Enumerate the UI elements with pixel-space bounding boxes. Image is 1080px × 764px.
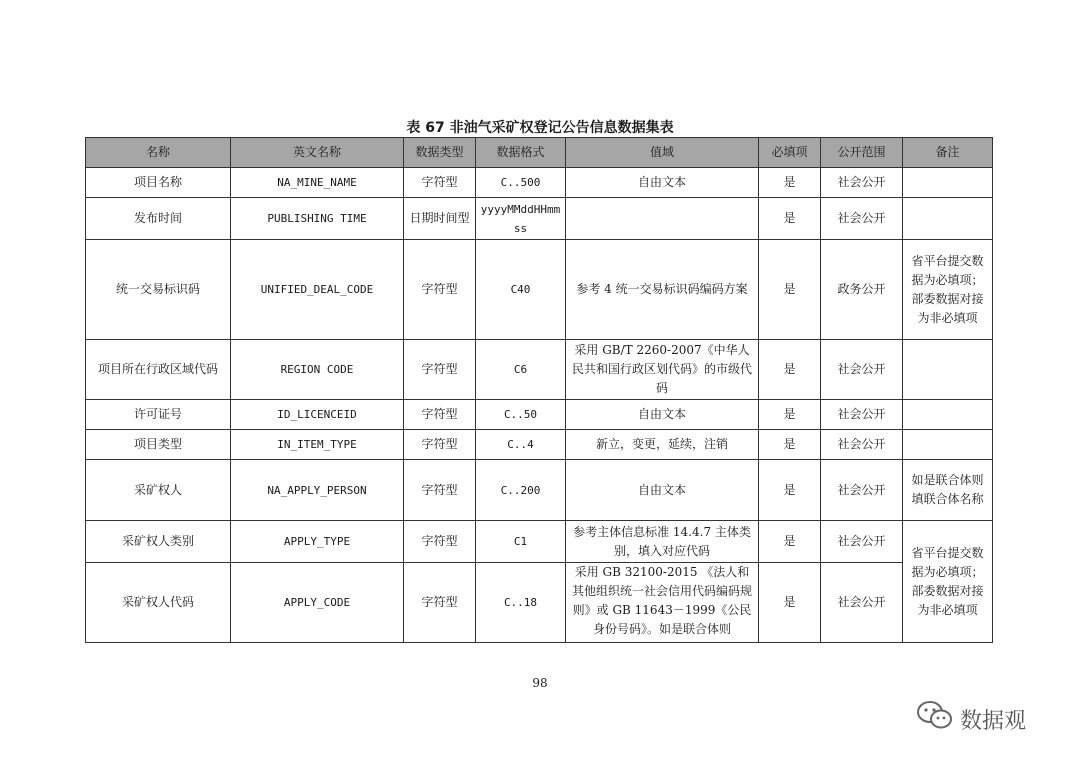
cell-name: 采矿权人代码 <box>86 563 231 643</box>
cell-required: 是 <box>759 460 821 521</box>
table-header-row <box>86 138 993 168</box>
cell-english-name: UNIFIED_DEAL_CODE <box>231 240 404 340</box>
cell-data-format: C..500 <box>476 168 566 198</box>
cell-name: 采矿权人类别 <box>86 521 231 563</box>
cell-note: 省平台提交数据为必填项；部委数据对接为非必填项 <box>903 240 993 340</box>
cell-note <box>903 340 993 400</box>
column-header: 英文名称 <box>231 138 404 168</box>
cell-value-domain <box>566 198 759 240</box>
cell-value-domain: 采用 GB/T 2260-2007《中华人民共和国行政区划代码》的市级代码 <box>566 340 759 400</box>
cell-value-domain: 自由文本 <box>566 400 759 430</box>
cell-data-type: 字符型 <box>404 563 476 643</box>
cell-data-format: C1 <box>476 521 566 563</box>
cell-name: 采矿权人 <box>86 460 231 521</box>
cell-value-domain: 参考 4 统一交易标识码编码方案 <box>566 240 759 340</box>
cell-data-type: 字符型 <box>404 168 476 198</box>
cell-required: 是 <box>759 430 821 460</box>
column-header: 公开范围 <box>821 138 903 168</box>
cell-english-name: REGION CODE <box>231 340 404 400</box>
cell-name: 项目所在行政区域代码 <box>86 340 231 400</box>
table-row <box>86 460 993 521</box>
cell-value-domain: 新立，变更，延续，注销 <box>566 430 759 460</box>
data-table <box>85 137 993 643</box>
table-row <box>86 430 993 460</box>
cell-scope: 社会公开 <box>821 168 903 198</box>
table-title: 表 67 非油气采矿权登记公告信息数据集表 <box>406 120 674 136</box>
table-row <box>86 563 993 643</box>
cell-value-domain: 采用 GB 32100-2015 《法人和其他组织统一社会信用代码编码规则》或 GB 11643－1999《公民身份号码》。如是联合体则 <box>566 563 759 643</box>
table-row <box>86 340 993 400</box>
cell-note <box>903 168 993 198</box>
cell-english-name: IN_ITEM_TYPE <box>231 430 404 460</box>
cell-name: 项目类型 <box>86 430 231 460</box>
cell-data-format: C..50 <box>476 400 566 430</box>
cell-data-type: 字符型 <box>404 430 476 460</box>
cell-name: 发布时间 <box>86 198 231 240</box>
cell-scope: 社会公开 <box>821 198 903 240</box>
column-header: 备注 <box>903 138 993 168</box>
cell-scope: 社会公开 <box>821 563 903 643</box>
column-header: 数据格式 <box>476 138 566 168</box>
cell-scope: 社会公开 <box>821 340 903 400</box>
cell-data-format: C40 <box>476 240 566 340</box>
table-row <box>86 521 993 563</box>
cell-data-type: 字符型 <box>404 340 476 400</box>
cell-data-format: C..4 <box>476 430 566 460</box>
cell-data-type: 字符型 <box>404 400 476 430</box>
cell-note <box>903 400 993 430</box>
cell-data-type: 字符型 <box>404 240 476 340</box>
table-row <box>86 400 993 430</box>
table-row <box>86 168 993 198</box>
column-header: 必填项 <box>759 138 821 168</box>
cell-data-format: C..200 <box>476 460 566 521</box>
page-number: 98 <box>532 676 548 690</box>
cell-data-type: 字符型 <box>404 460 476 521</box>
column-header: 名称 <box>86 138 231 168</box>
column-header: 值域 <box>566 138 759 168</box>
cell-value-domain: 参考主体信息标准 14.4.7 主体类别，填入对应代码 <box>566 521 759 563</box>
cell-data-type: 日期时间型 <box>404 198 476 240</box>
cell-scope: 社会公开 <box>821 430 903 460</box>
cell-required: 是 <box>759 563 821 643</box>
cell-note: 如是联合体则填联合体名称 <box>903 460 993 521</box>
cell-english-name: PUBLISHING TIME <box>231 198 404 240</box>
cell-value-domain: 自由文本 <box>566 460 759 521</box>
cell-required: 是 <box>759 240 821 340</box>
watermark-text: 数据观 <box>960 708 1027 734</box>
cell-name: 统一交易标识码 <box>86 240 231 340</box>
cell-required: 是 <box>759 340 821 400</box>
cell-data-type: 字符型 <box>404 521 476 563</box>
cell-data-format: C6 <box>476 340 566 400</box>
cell-name: 许可证号 <box>86 400 231 430</box>
cell-scope: 社会公开 <box>821 400 903 430</box>
cell-note <box>903 430 993 460</box>
cell-value-domain: 自由文本 <box>566 168 759 198</box>
cell-data-format: yyyyMMddHHmmss <box>476 198 566 240</box>
cell-scope: 政务公开 <box>821 240 903 340</box>
cell-data-format: C..18 <box>476 563 566 643</box>
cell-note <box>903 198 993 240</box>
column-header: 数据类型 <box>404 138 476 168</box>
table-row <box>86 240 993 340</box>
cell-scope: 社会公开 <box>821 521 903 563</box>
wechat-icon <box>916 700 954 738</box>
cell-english-name: NA_APPLY_PERSON <box>231 460 404 521</box>
cell-required: 是 <box>759 400 821 430</box>
watermark <box>916 700 1026 738</box>
cell-english-name: ID_LICENCEID <box>231 400 404 430</box>
cell-scope: 社会公开 <box>821 460 903 521</box>
cell-required: 是 <box>759 521 821 563</box>
cell-name: 项目名称 <box>86 168 231 198</box>
cell-english-name: NA_MINE_NAME <box>231 168 404 198</box>
table-row <box>86 198 993 240</box>
cell-required: 是 <box>759 168 821 198</box>
cell-english-name: APPLY_CODE <box>231 563 404 643</box>
cell-note: 省平台提交数据为必填项；部委数据对接为非必填项 <box>903 521 993 643</box>
cell-required: 是 <box>759 198 821 240</box>
cell-english-name: APPLY_TYPE <box>231 521 404 563</box>
